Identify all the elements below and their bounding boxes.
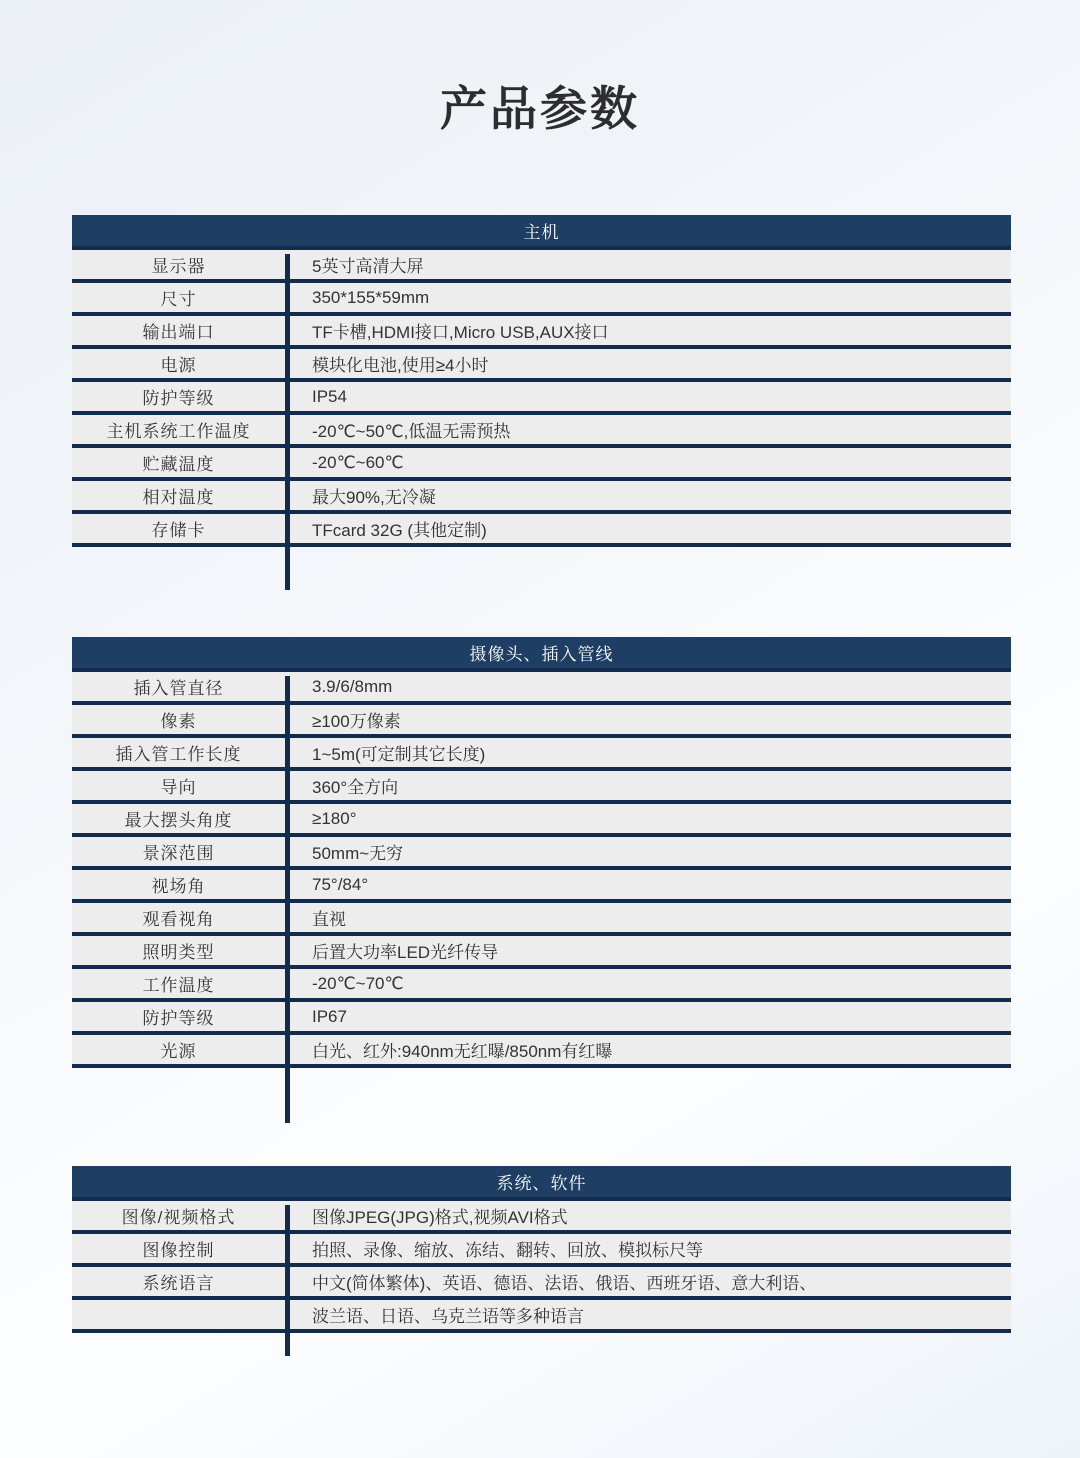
table-row bbox=[72, 837, 1011, 870]
spec-label: 插入管工作长度 bbox=[115, 745, 242, 764]
spec-label: 照明类型 bbox=[142, 943, 215, 962]
spec-value: TFcard 32G (其他定制) bbox=[312, 521, 487, 540]
spec-value: 75°/84° bbox=[312, 874, 369, 894]
table-row bbox=[72, 415, 1011, 448]
table-row bbox=[72, 705, 1011, 738]
spec-value: -20℃~60℃ bbox=[312, 452, 404, 472]
table-row bbox=[72, 771, 1011, 804]
table-header: 主机 bbox=[72, 215, 1011, 250]
spec-label: 电源 bbox=[160, 356, 197, 375]
table-row bbox=[72, 316, 1011, 349]
spec-value: 360°全方向 bbox=[312, 778, 399, 797]
table-row bbox=[72, 969, 1011, 1002]
spec-label: 防护等级 bbox=[142, 1009, 215, 1028]
spec-label: 视场角 bbox=[151, 877, 206, 896]
spec-label: 系统语言 bbox=[142, 1274, 215, 1293]
table-camera-probe bbox=[72, 637, 1011, 1116]
table-row bbox=[72, 738, 1011, 771]
spec-value: 5英寸高清大屏 bbox=[312, 257, 424, 276]
spec-label: 图像/视频格式 bbox=[121, 1208, 236, 1227]
spec-label: 图像控制 bbox=[142, 1241, 215, 1260]
spec-value: 1~5m(可定制其它长度) bbox=[312, 745, 486, 764]
spec-value: 波兰语、日语、乌克兰语等多种语言 bbox=[312, 1307, 584, 1326]
table-row bbox=[72, 903, 1011, 936]
spec-value: 直视 bbox=[312, 910, 346, 929]
spec-value: 最大90%,无冷凝 bbox=[312, 488, 436, 507]
spec-label: 观看视角 bbox=[142, 910, 215, 929]
spec-label: 工作温度 bbox=[142, 976, 215, 995]
column-divider-line bbox=[285, 676, 290, 1123]
spec-value: ≥180° bbox=[312, 808, 357, 828]
spec-value: 350*155*59mm bbox=[312, 287, 430, 307]
spec-value: -20℃~50℃,低温无需预热 bbox=[312, 422, 511, 441]
spec-label bbox=[72, 1300, 285, 1329]
page-title: 产品参数 bbox=[440, 82, 640, 135]
spec-label: 尺寸 bbox=[160, 290, 197, 309]
spec-value: ≥100万像素 bbox=[312, 712, 401, 731]
table-system-software bbox=[72, 1166, 1011, 1349]
spec-value: 白光、红外:940nm无红曝/850nm有红曝 bbox=[312, 1042, 613, 1061]
table-row bbox=[72, 382, 1011, 415]
spec-value: IP54 bbox=[312, 386, 347, 406]
spec-value: IP67 bbox=[312, 1006, 347, 1026]
table-row bbox=[72, 1002, 1011, 1035]
spec-value: 图像JPEG(JPG)格式,视频AVI格式 bbox=[312, 1208, 568, 1227]
column-divider-line bbox=[285, 1205, 290, 1356]
spec-label: 最大摆头角度 bbox=[124, 811, 233, 830]
table-row bbox=[72, 250, 1011, 283]
spec-label: 光源 bbox=[160, 1042, 197, 1061]
spec-value: 拍照、录像、缩放、冻结、翻转、回放、模拟标尺等 bbox=[312, 1241, 703, 1260]
table-row bbox=[72, 1035, 1011, 1068]
spec-label: 相对温度 bbox=[142, 488, 215, 507]
table-row bbox=[72, 870, 1011, 903]
spec-label: 贮藏温度 bbox=[142, 455, 215, 474]
table-header: 摄像头、插入管线 bbox=[72, 637, 1011, 672]
spec-label: 景深范围 bbox=[142, 844, 215, 863]
spec-value: -20℃~70℃ bbox=[312, 973, 404, 993]
spec-label: 主机系统工作温度 bbox=[106, 422, 251, 441]
spec-value: 3.9/6/8mm bbox=[312, 676, 393, 696]
spec-value: 后置大功率LED光纤传导 bbox=[312, 943, 499, 962]
spec-label: 显示器 bbox=[151, 257, 206, 276]
table-main-unit bbox=[72, 215, 1011, 583]
table-row bbox=[72, 1234, 1011, 1267]
spec-value: 中文(简体繁体)、英语、德语、法语、俄语、西班牙语、意大利语、 bbox=[312, 1274, 817, 1293]
table-row bbox=[72, 349, 1011, 382]
table-row bbox=[72, 1201, 1011, 1234]
spec-label: 导向 bbox=[160, 778, 197, 797]
spec-value: 50mm~无穷 bbox=[312, 844, 404, 863]
spec-label: 插入管直径 bbox=[133, 679, 224, 698]
table-row bbox=[72, 936, 1011, 969]
table-row bbox=[72, 481, 1011, 514]
spec-label: 防护等级 bbox=[142, 389, 215, 408]
table-row bbox=[72, 283, 1011, 316]
table-row bbox=[72, 1267, 1011, 1300]
table-row bbox=[72, 448, 1011, 481]
spec-label: 输出端口 bbox=[142, 323, 215, 342]
table-header: 系统、软件 bbox=[72, 1166, 1011, 1201]
table-row bbox=[72, 1300, 1011, 1333]
spec-value: 模块化电池,使用≥4小时 bbox=[312, 356, 489, 375]
table-row bbox=[72, 672, 1011, 705]
spec-value: TF卡槽,HDMI接口,Micro USB,AUX接口 bbox=[312, 323, 609, 342]
spec-label: 存储卡 bbox=[151, 521, 206, 540]
table-row bbox=[72, 804, 1011, 837]
table-row bbox=[72, 514, 1011, 547]
spec-label: 像素 bbox=[160, 712, 197, 731]
column-divider-line bbox=[285, 254, 290, 590]
